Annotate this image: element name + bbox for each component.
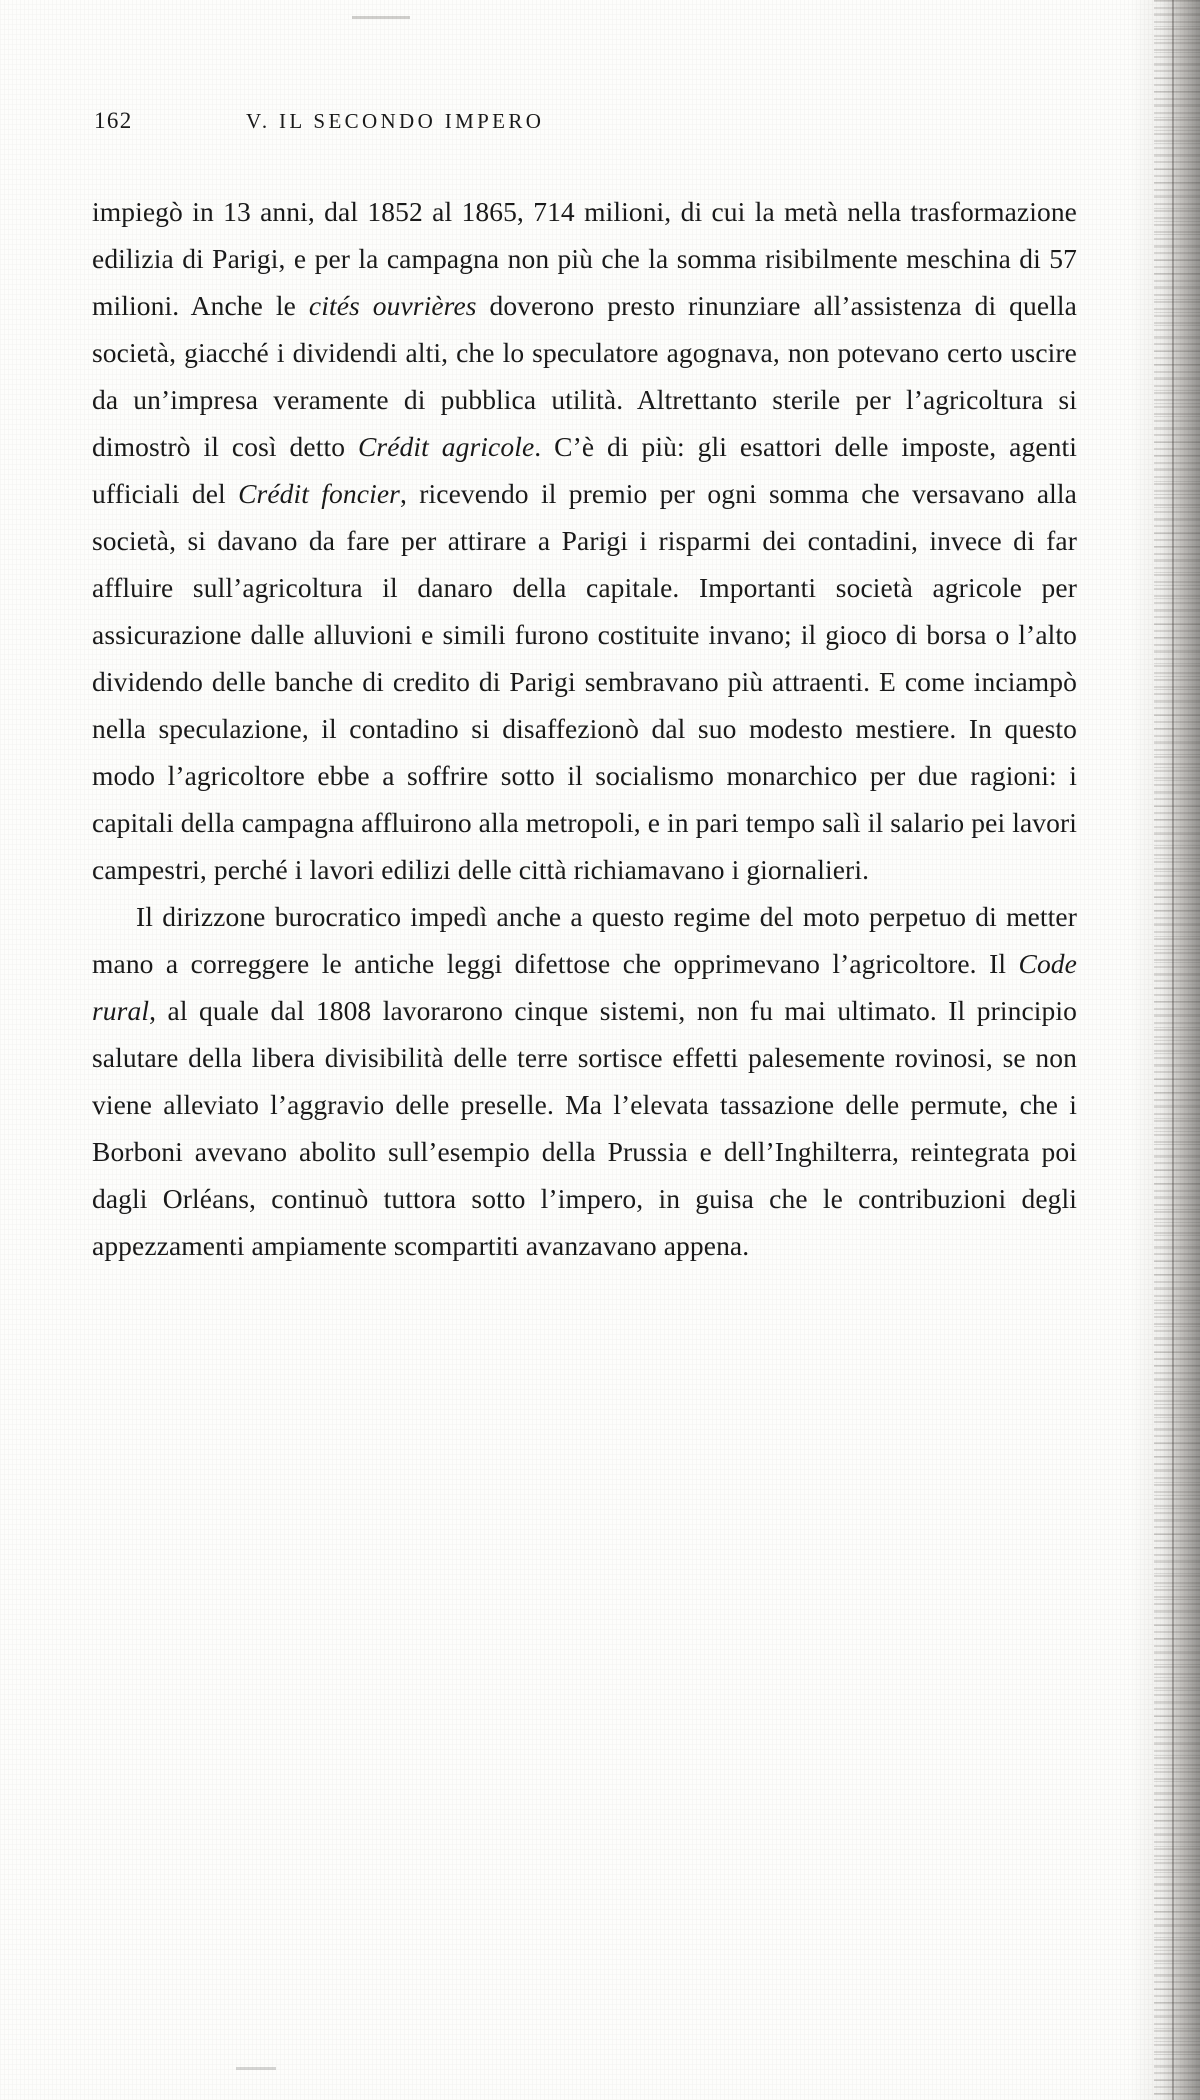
gutter-shadow <box>1130 0 1200 2100</box>
page-edge-line <box>1172 0 1174 2100</box>
italic-term: cités ouvrières <box>308 290 477 321</box>
body-text <box>92 188 1077 1269</box>
italic-term: Crédit agricole <box>357 431 535 462</box>
page-content <box>92 108 1077 1269</box>
scan-artifact-top <box>352 16 410 19</box>
text-run: impiegò in 13 anni, dal 1852 al 1865, 714 milioni, di cui la metà nella trasformazione edilizia di Parigi, e per la campagna non più che la somma risibilmente meschina di 57 milioni. Anche le <box>92 196 1077 321</box>
gutter-speckle <box>1154 0 1200 2100</box>
text-run: , al quale dal 1808 lavorarono cinque sistemi, non fu mai ultimato. Il principio salutare della libera divisibilità delle terre sortisce effetti palesemente rovinosi, se non viene alleviato l’aggravio delle preselle. Ma l’elevata tassazione delle permute, che i Borboni avevano abolito sull’esempio della Prussia e dell’Inghilterra, reintegrata poi dagli Orléans, continuò tuttora sotto l’impero, in guisa che le contribuzioni degli appezzamenti ampiamente scompartiti avanzavano appena. <box>92 995 1077 1261</box>
paragraph <box>92 188 1077 893</box>
text-run: , ricevendo il premio per ogni somma che versavano alla società, si davano da fare per attirare a Parigi i risparmi dei contadini, invece di far affluire sull’agricoltura il danaro della capitale. Importanti società agricole per assicurazione dalle alluvioni e simili furono costituite invano; il gioco di borsa o l’alto dividendo delle banche di credito di Parigi sembravano più attraenti. E come inciampò nella speculazione, il contadino si disaffezionò dal suo modesto mestiere. In questo modo l’agricoltore ebbe a soffrire sotto il socialismo monarchico per due ragioni: i capitali della campagna affluirono alla metropoli, e in pari tempo salì il salario pei lavori campestri, perché i lavori edilizi delle città richiamavano i giornalieri. <box>92 478 1077 885</box>
text-run: doverono presto rinunziare all’assistenza di quella società, giacché i dividendi alti, che lo speculatore agognava, non potevano certo uscire da un’impresa veramente di pubblica utilità. Altrettanto sterile per l’agricoltura si dimostrò il così detto <box>92 290 1077 462</box>
text-run: . C’è di più: gli esattori delle imposte, agenti ufficiali del <box>92 431 1077 509</box>
text-run: Il dirizzone burocratico impedì anche a questo regime del moto perpetuo di metter mano a correggere le antiche leggi difettose che opprimevano l’agricoltore. Il <box>92 901 1077 979</box>
paragraph <box>92 893 1077 1269</box>
italic-term: Crédit foncier <box>238 478 400 509</box>
running-head <box>92 108 1077 134</box>
italic-term: Code rural <box>92 948 1077 1026</box>
chapter-title: V. IL SECONDO IMPERO <box>246 109 545 133</box>
scan-artifact-bottom <box>236 2067 276 2070</box>
page-number: 162 <box>94 108 133 133</box>
